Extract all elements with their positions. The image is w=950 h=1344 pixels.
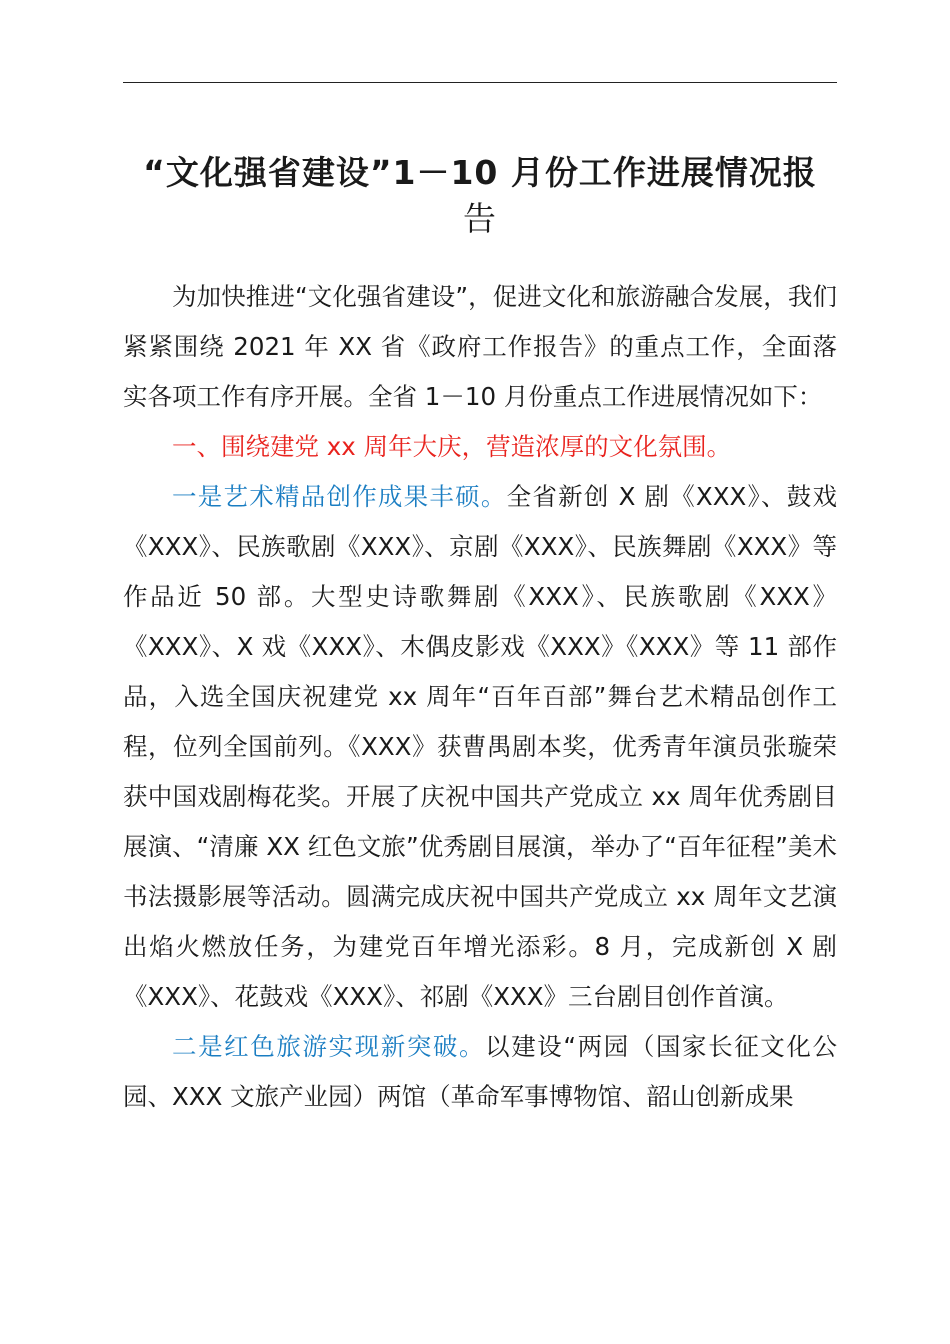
item-paragraph-2 — [123, 1022, 837, 1122]
item-body-2: 以建设“两园（国家长征文化公园、XXX 文旅产业园）两馆（革命军事博物馆、韶山创新成果 — [123, 1032, 837, 1111]
document-title — [123, 150, 837, 242]
title-line-2: 告 — [463, 199, 497, 238]
title-line-1: “文化强省建设”1－10 月份工作进展情况报 — [143, 153, 817, 192]
section-heading-1: 一、围绕建党 xx 周年大庆，营造浓厚的文化氛围。 — [172, 432, 732, 461]
document-body — [123, 272, 837, 1122]
intro-paragraph: 为加快推进“文化强省建设”，促进文化和旅游融合发展，我们紧紧围绕 2021 年 XX 省《政府工作报告》的重点工作，全面落实各项工作有序开展。全省 1－10 月份重点工作进展情况如下： — [123, 282, 837, 411]
item-body-1: 全省新创 X 剧《XXX》、鼓戏《XXX》、民族歌剧《XXX》、京剧《XXX》、民族舞剧《XXX》等作品近 50 部。大型史诗歌舞剧《XXX》、民族歌剧《XXX》《XXX》、X 戏《XXX》、木偶皮影戏《XXX》《XXX》等 11 部作品，入选全国庆祝建党 xx 周年“百年百部”舞台艺术精品创作工程，位列全国前列。《XXX》获曹禺剧本奖，优秀青年演员张璇荣获中国戏剧梅花奖。开展了庆祝中国共产党成立 xx 周年优秀剧目展演、“清廉 XX 红色文旅”优秀剧目展演，举办了“百年征程”美术书法摄影展等活动。圆满完成庆祝中国共产党成立 xx 周年文艺演出焰火燃放任务，为建党百年增光添彩。8 月，完成新创 X 剧《XXX》、花鼓戏《XXX》、祁剧《XXX》三台剧目创作首演。 — [123, 482, 837, 1011]
header-rule — [123, 82, 837, 83]
item-lead-2: 二是红色旅游实现新突破。 — [172, 1032, 486, 1061]
item-paragraph-1 — [123, 472, 837, 1022]
item-lead-1: 一是艺术精品创作成果丰硕。 — [172, 482, 507, 511]
